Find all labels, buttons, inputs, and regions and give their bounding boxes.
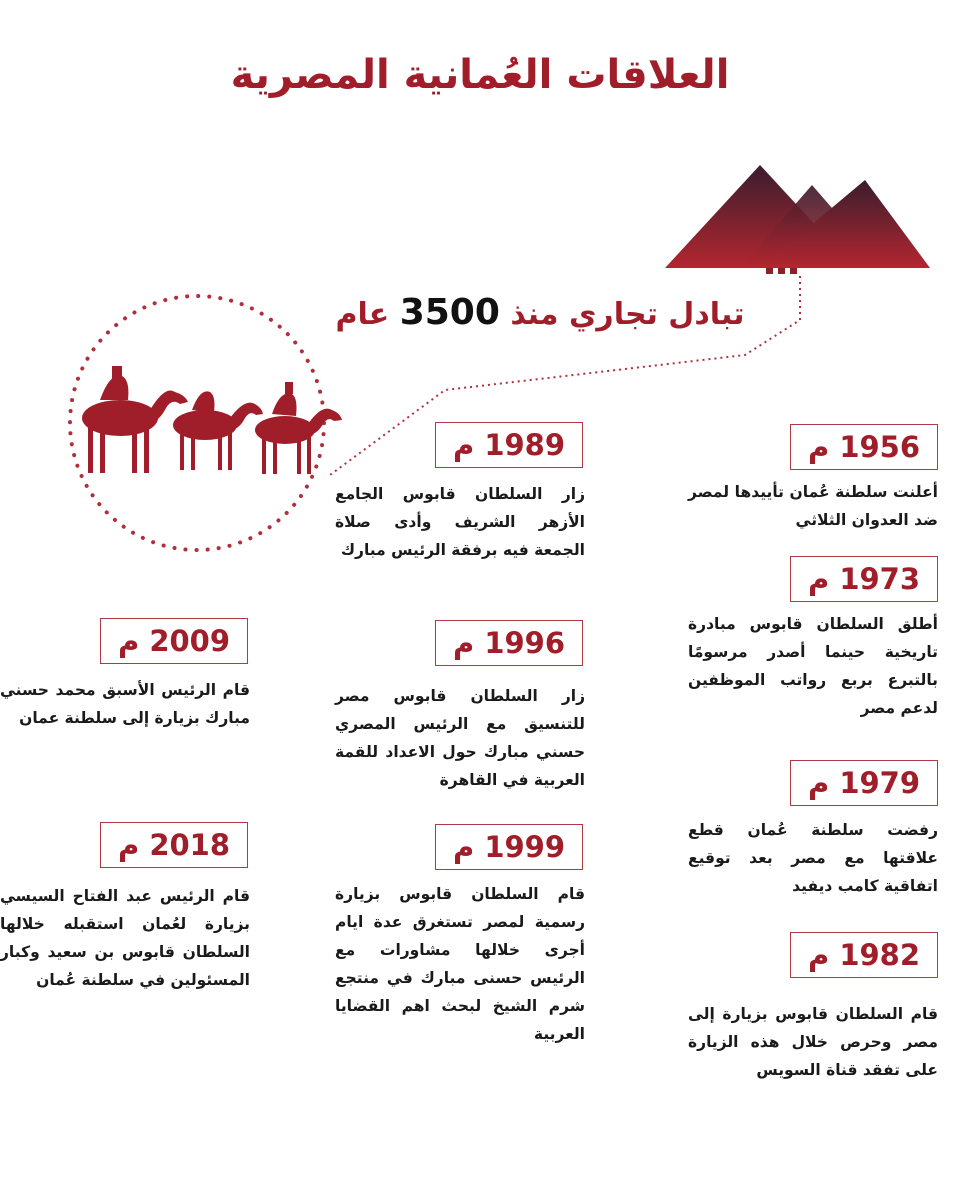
event-description: قام الرئيس عبد الفتاح السيسي بزيارة لعُمان استقبله خلالها السلطان قابوس بن سعيد وكبار المسئولين في سلطنة عُمان bbox=[0, 887, 250, 989]
year-badge: 1996 م bbox=[435, 620, 583, 666]
year-badge: 1979 م bbox=[790, 760, 938, 806]
year-badge: 1973 م bbox=[790, 556, 938, 602]
event-description: قام السلطان قابوس بزيارة رسمية لمصر تستغرق عدة ايام أجرى خلالها مشاورات مع الرئيس حسنى مبارك في منتجع شرم الشيخ لبحث اهم القضايا العربية bbox=[335, 885, 585, 1043]
year-badge: 2009 م bbox=[100, 618, 248, 664]
subtitle-prefix: تبادل تجاري منذ bbox=[510, 297, 745, 332]
subtitle-suffix: عام bbox=[335, 297, 390, 332]
event-description: رفضت سلطنة عُمان قطع علاقتها مع مصر بعد توقيع اتفاقية كامب ديفيد bbox=[688, 821, 938, 895]
camel-caravan-icon bbox=[82, 366, 342, 474]
page-title: العلاقات العُمانية المصرية bbox=[230, 52, 730, 98]
year-badge: 1956 م bbox=[790, 424, 938, 470]
event-description: زار السلطان قابوس الجامع الأزهر الشريف وأدى صلاة الجمعة فيه برفقة الرئيس مبارك bbox=[335, 485, 585, 559]
year-badge: 2018 م bbox=[100, 822, 248, 868]
event-description: أعلنت سلطنة عُمان تأييدها لمصر ضد العدوان الثلاثي bbox=[688, 483, 938, 529]
pyramids-icon bbox=[665, 165, 930, 274]
year-badge: 1982 م bbox=[790, 932, 938, 978]
event-description: زار السلطان قابوس مصر للتنسيق مع الرئيس المصري حسني مبارك حول الاعداد للقمة العربية في القاهرة bbox=[335, 687, 585, 789]
year-badge: 1989 م bbox=[435, 422, 583, 468]
event-description: قام الرئيس الأسبق محمد حسني مبارك بزيارة إلى سلطنة عمان bbox=[0, 681, 250, 727]
year-badge: 1999 م bbox=[435, 824, 583, 870]
subtitle bbox=[330, 292, 750, 333]
event-description: أطلق السلطان قابوس مبادرة تاريخية حينما أصدر مرسومًا بالتبرع بربع رواتب الموظفين لدعم مصر bbox=[688, 615, 938, 717]
event-description: قام السلطان قابوس بزيارة إلى مصر وحرص خلال هذه الزيارة على تفقد قناة السويس bbox=[688, 1005, 938, 1079]
subtitle-number: 3500 bbox=[399, 292, 500, 333]
